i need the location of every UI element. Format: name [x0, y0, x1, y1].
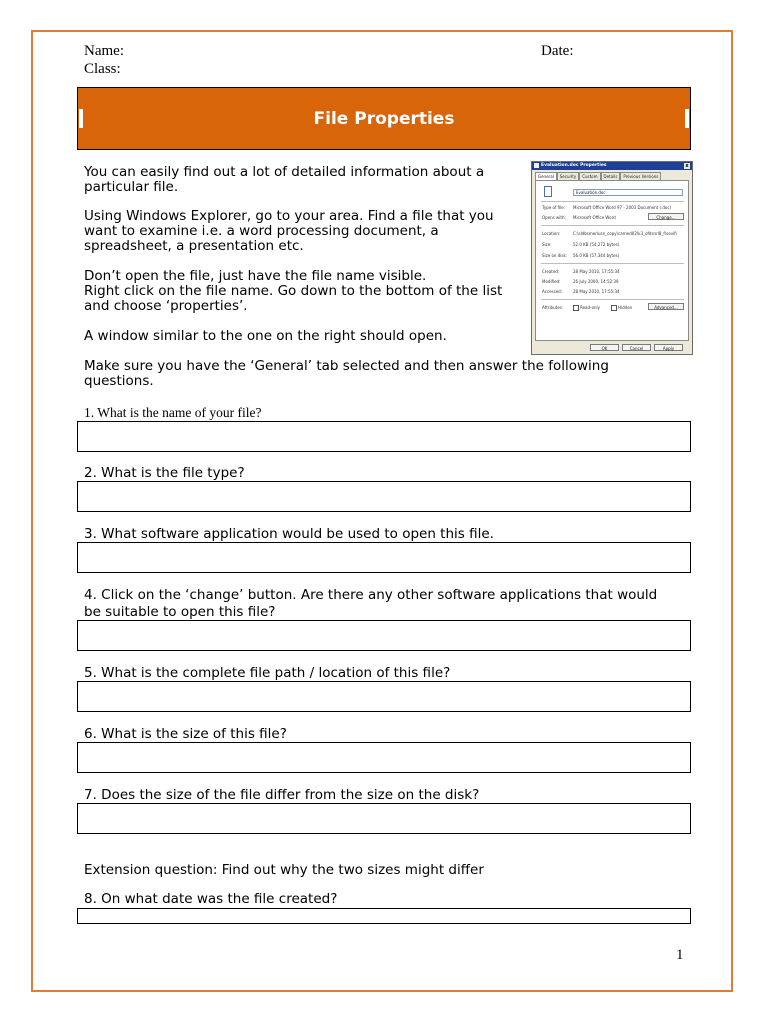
question-8: 8. On what date was the file created? [84, 891, 338, 907]
attributes-label: Attributes: [542, 305, 564, 310]
answer-box-1[interactable] [77, 421, 691, 452]
apply-button: Apply [654, 344, 683, 351]
answer-box-6[interactable] [77, 742, 691, 773]
created-value: 28 May 2010, 17:55:34 [573, 269, 620, 274]
dialog-title: Evaluation.doc Properties [541, 163, 607, 168]
class-label: Class: [84, 61, 121, 77]
checkbox-icon [573, 305, 579, 311]
opens-label: Opens with: [542, 215, 566, 220]
cancel-button: Cancel [622, 344, 651, 351]
extension-question: Extension question: Find out why the two sizes might differ [84, 862, 484, 878]
answer-box-7[interactable] [77, 803, 691, 834]
document-icon [534, 163, 539, 168]
accessed-label: Accessed: [542, 289, 563, 294]
tab-previous-versions: Previous Versions [620, 172, 661, 180]
created-label: Created: [542, 269, 560, 274]
accessed-value: 28 May 2010, 17:55:34 [573, 289, 620, 294]
answer-box-4[interactable] [77, 620, 691, 651]
advanced-button: Advanced... [648, 303, 684, 310]
question-6: 6. What is the size of this file? [84, 726, 287, 742]
divider [541, 225, 684, 226]
question-2: 2. What is the file type? [84, 465, 245, 481]
location-value: C:\sldbsmerlusn_copy\carned02\k3_ofdsnrl8_f\sevif\ [573, 231, 677, 236]
readonly-checkbox [573, 305, 600, 311]
filename-field: Evaluation.doc [573, 189, 683, 196]
intro-line: Using Windows Explorer, go to your area. Find a file that you [84, 208, 494, 224]
close-icon: x [685, 163, 689, 169]
intro-line: particular file. [84, 179, 179, 195]
divider [541, 263, 684, 264]
banner-left-notch [79, 109, 83, 128]
tab-details: Details [601, 172, 621, 180]
word-file-icon [544, 186, 552, 197]
size-on-disk-label: Size on disk: [542, 253, 568, 258]
hidden-label: Hidden [618, 305, 633, 310]
hidden-checkbox [611, 305, 632, 311]
type-label: Type of file: [542, 205, 566, 210]
divider [541, 299, 684, 300]
intro-line: You can easily find out a lot of detailed information about a [84, 164, 485, 180]
date-label: Date: [541, 43, 574, 59]
title-banner [77, 87, 691, 150]
question-line: be suitable to open this file? [84, 604, 276, 620]
tab-security: Security [557, 172, 579, 180]
modified-label: Modified: [542, 279, 561, 284]
intro-line: questions. [84, 373, 154, 389]
name-label: Name: [84, 43, 124, 59]
change-button: Change... [648, 213, 684, 220]
location-label: Location: [542, 231, 561, 236]
intro-line: Right click on the file name. Go down to the bottom of the list [84, 283, 503, 299]
answer-box-2[interactable] [77, 481, 691, 512]
banner-right-notch [685, 109, 689, 128]
question-4 [84, 587, 684, 621]
tab-custom: Custom [579, 172, 600, 180]
tab-general: General [535, 172, 557, 181]
general-pane [535, 180, 689, 341]
answer-box-3[interactable] [77, 542, 691, 573]
page-title: File Properties [313, 108, 455, 129]
size-value: 52.0 KB (54,272 bytes) [573, 242, 620, 247]
intro-line: Don’t open the file, just have the file name visible. [84, 268, 427, 284]
question-line: 4. Click on the ‘change’ button. Are there any other software applications that would [84, 587, 658, 603]
intro-paragraph-3 [84, 269, 502, 314]
answer-box-5[interactable] [77, 681, 691, 712]
intro-line: and choose ‘properties’. [84, 298, 248, 314]
intro-line: want to examine i.e. a word processing document, a [84, 223, 439, 239]
question-5: 5. What is the complete file path / location of this file? [84, 665, 451, 681]
dialog-titlebar [532, 162, 692, 170]
intro-paragraph-1 [84, 165, 484, 195]
intro-line: spreadsheet, a presentation etc. [84, 238, 304, 254]
size-on-disk-value: 56.0 KB (57,344 bytes) [573, 253, 620, 258]
intro-paragraph-4: A window similar to the one on the right should open. [84, 328, 447, 344]
opens-value: Microsoft Office Word [573, 215, 616, 220]
page-number: 1 [676, 947, 684, 963]
question-1: 1. What is the name of your file? [84, 405, 262, 420]
type-value: Microsoft Office Word 97 - 2003 Document (.doc) [573, 205, 672, 210]
checkbox-icon [611, 305, 617, 311]
size-label: Size: [542, 242, 552, 247]
answer-box-8[interactable] [77, 908, 691, 924]
intro-paragraph-2 [84, 209, 494, 254]
intro-line: Make sure you have the ‘General’ tab selected and then answer the following [84, 358, 609, 374]
modified-value: 26 July 2000, 14:52:39 [573, 279, 619, 284]
file-properties-dialog-image [531, 161, 693, 355]
readonly-label: Read-only [580, 305, 601, 310]
ok-button: OK [590, 344, 619, 351]
question-3: 3. What software application would be used to open this file. [84, 526, 494, 542]
divider [541, 201, 684, 202]
question-7: 7. Does the size of the file differ from the size on the disk? [84, 787, 480, 803]
intro-paragraph-5 [84, 359, 609, 389]
